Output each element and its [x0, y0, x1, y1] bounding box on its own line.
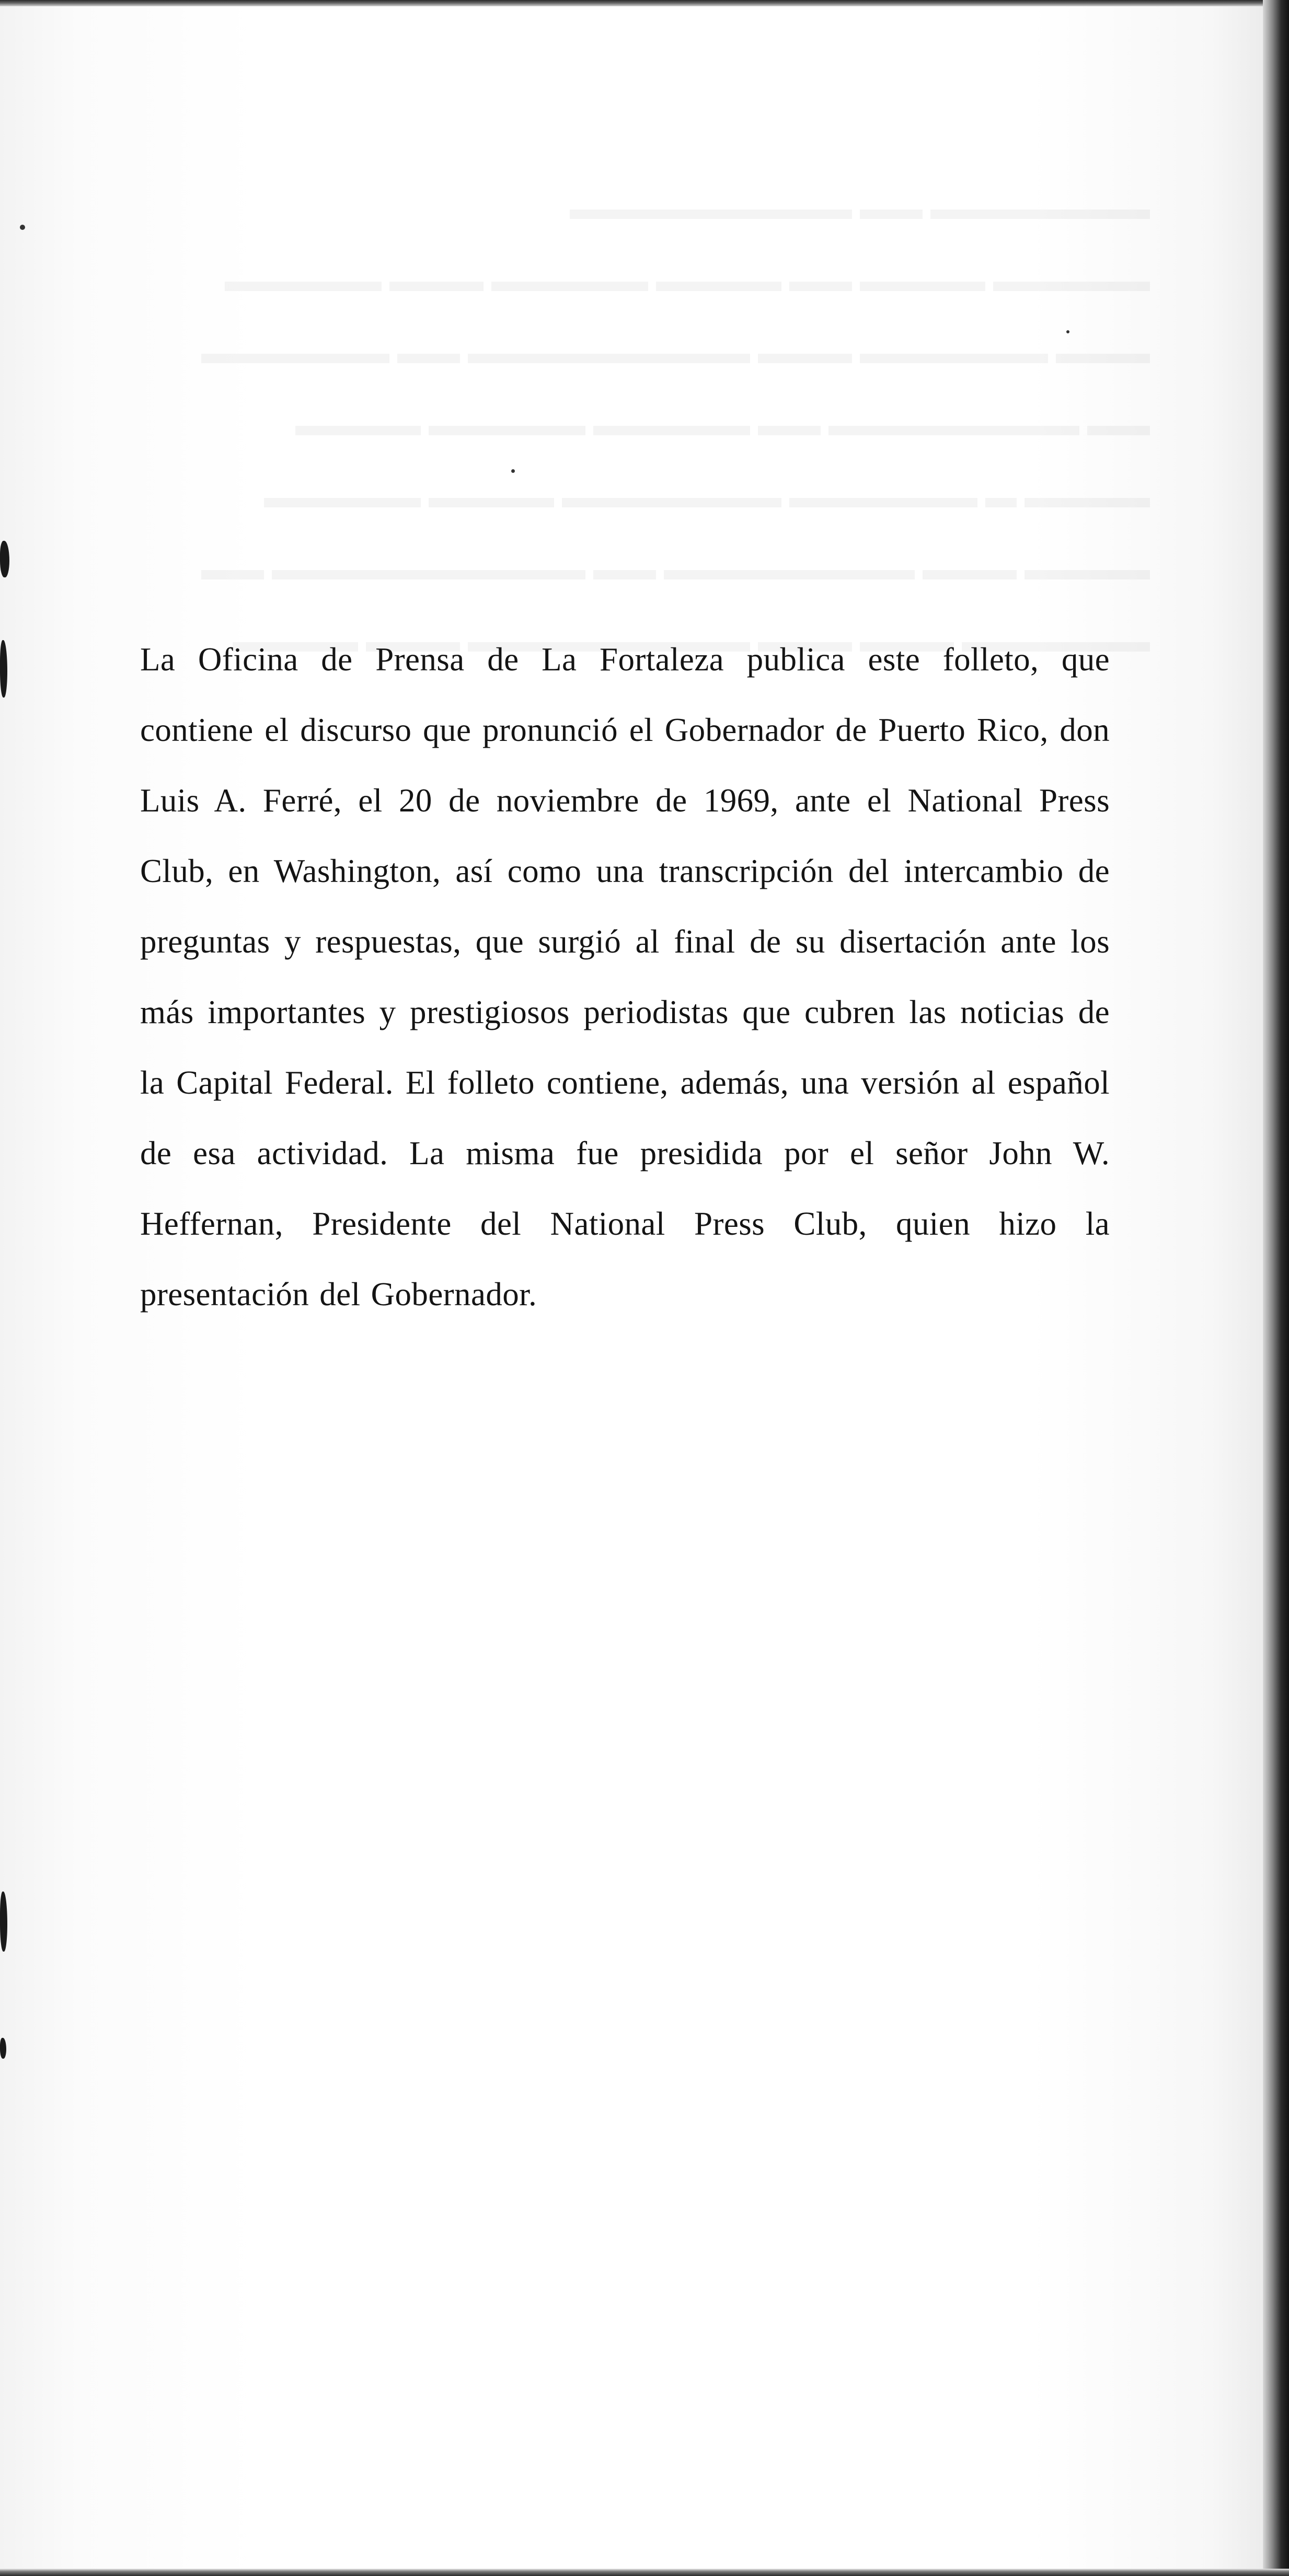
scan-speck — [511, 469, 515, 473]
binding-mark — [0, 640, 7, 698]
binding-mark — [0, 541, 9, 577]
scan-edge-bottom — [0, 2569, 1289, 2576]
scan-edge-top — [0, 0, 1289, 6]
intro-paragraph: La Oficina de Prensa de La Fortaleza publica este folleto, que contiene el discurso que pronunció el Gobernador de Puerto Rico, don Luis A. Ferré, el 20 de noviembre de 1969, ante el National Press Club, en Washington, así como una transcripción del intercambio de preguntas y respuestas, que surgió al final de su disertación ante los más importantes y prestigiosos periodistas que cubren las noticias de la Capital Federal. El folleto contiene, además, una versión al español de esa actividad. La misma fue presidida por el señor John W. Heffernan, Presidente del National Press Club, quien hizo la presentación del Gobernador. — [140, 641, 1110, 1313]
scan-speck — [1066, 330, 1069, 333]
binding-mark — [0, 1892, 7, 1952]
reverse-side-bleed-through — [157, 172, 1150, 677]
scan-edge-right — [1263, 0, 1289, 2576]
binding-mark — [0, 2038, 6, 2059]
scan-speck — [20, 225, 25, 230]
